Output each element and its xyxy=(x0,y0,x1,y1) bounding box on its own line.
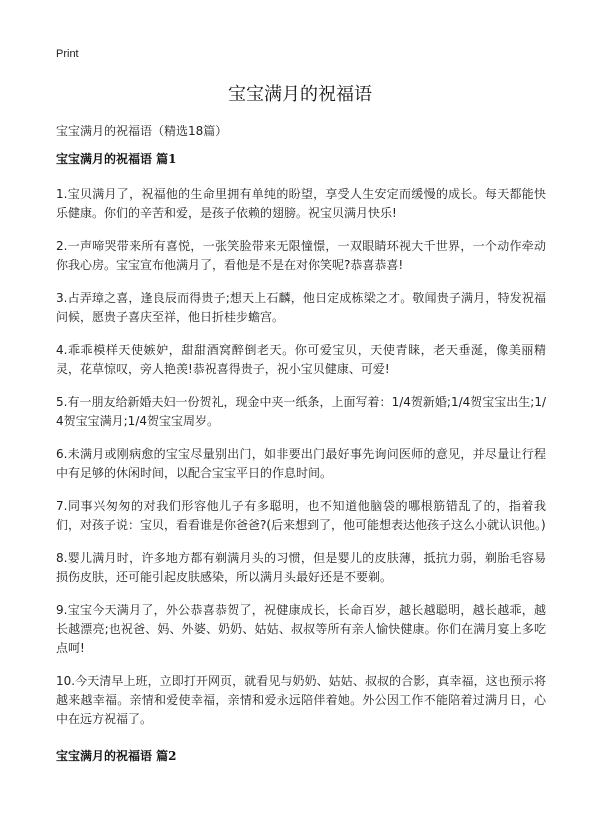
paragraph-10: 10.今天清早上班，立即打开网页，就看见与奶奶、姑姑、叔叔的合影，真幸福，这也预示将越来越幸福。亲情和爱使幸福，亲情和爱永远陪伴着她。外公因工作不能陪着过满月日，心中在远方祝福了。 xyxy=(56,674,546,726)
paragraph-3: 3.占弄璋之喜，逢良辰而得贵子;想天上石麟，他日定成栋梁之才。敬闻贵子满月，特发祝福问候，愿贵子喜庆至祥，他日折桂步蟾宫。 xyxy=(56,291,546,324)
paragraph-9: 9.宝宝今天满月了，外公恭喜恭贺了，祝健康成长，长命百岁，越长越聪明，越长越乖，越长越漂亮;也祝爸、妈、外婆、奶奶、姑姑、叔叔等所有亲人愉快健康。你们在满月宴上多吃点呵! xyxy=(56,603,546,655)
paragraph-6: 6.未满月或刚病愈的宝宝尽量别出门，如非要出门最好事先询问医师的意见，并尽量让行程中有足够的休闲时间，以配合宝宝平日的作息时间。 xyxy=(56,447,546,480)
print-button[interactable]: Print xyxy=(56,48,79,60)
section-heading-2: 宝宝满月的祝福语 篇2 xyxy=(56,749,177,763)
page-title: 宝宝满月的祝福语 xyxy=(228,84,372,105)
section-heading-1: 宝宝满月的祝福语 篇1 xyxy=(56,152,177,166)
paragraph-4: 4.乖乖模样天使嫉妒，甜甜酒窝醉倒老天。你可爱宝贝，天使青睐，老天垂涎，像美丽精灵，花草惊叹，旁人艳羡!恭祝喜得贵子，祝小宝贝健康、可爱! xyxy=(56,343,546,376)
paragraph-7: 7.同事兴匆匆的对我们形容他儿子有多聪明，也不知道他脑袋的哪根筋错乱了的，指着我们，对孩子说：宝贝，看看谁是你爸爸?(后来想到了，他可能想表达他孩子这么小就认识他。) xyxy=(56,499,546,532)
paragraph-8: 8.婴儿满月时，许多地方都有剃满月头的习惯，但是婴儿的皮肤薄，抵抗力弱，剃胎毛容易损伤皮肤，还可能引起皮肤感染，所以满月头最好还是不要剃。 xyxy=(56,551,546,584)
paragraph-1: 1.宝贝满月了，祝福他的生命里拥有单纯的盼望，享受人生安定而缓慢的成长。每天都能快乐健康。你们的辛苦和爱，是孩子依赖的翅膀。祝宝贝满月快乐! xyxy=(56,187,546,220)
paragraph-2: 2.一声啼哭带来所有喜悦，一张笑脸带来无限憧憬，一双眼睛环视大千世界，一个动作牵动你我心房。宝宝宣布他满月了，看他是不是在对你笑呢?恭喜恭喜! xyxy=(56,239,546,272)
paragraph-5: 5.有一朋友给新婚夫妇一份贺礼，现金中夹一纸条，上面写着：1/4贺新婚;1/4贺宝宝出生;1/4贺宝宝满月;1/4贺宝宝周岁。 xyxy=(56,395,546,428)
document-subtitle: 宝宝满月的祝福语（精选18篇） xyxy=(56,124,228,138)
document-body xyxy=(56,150,546,782)
